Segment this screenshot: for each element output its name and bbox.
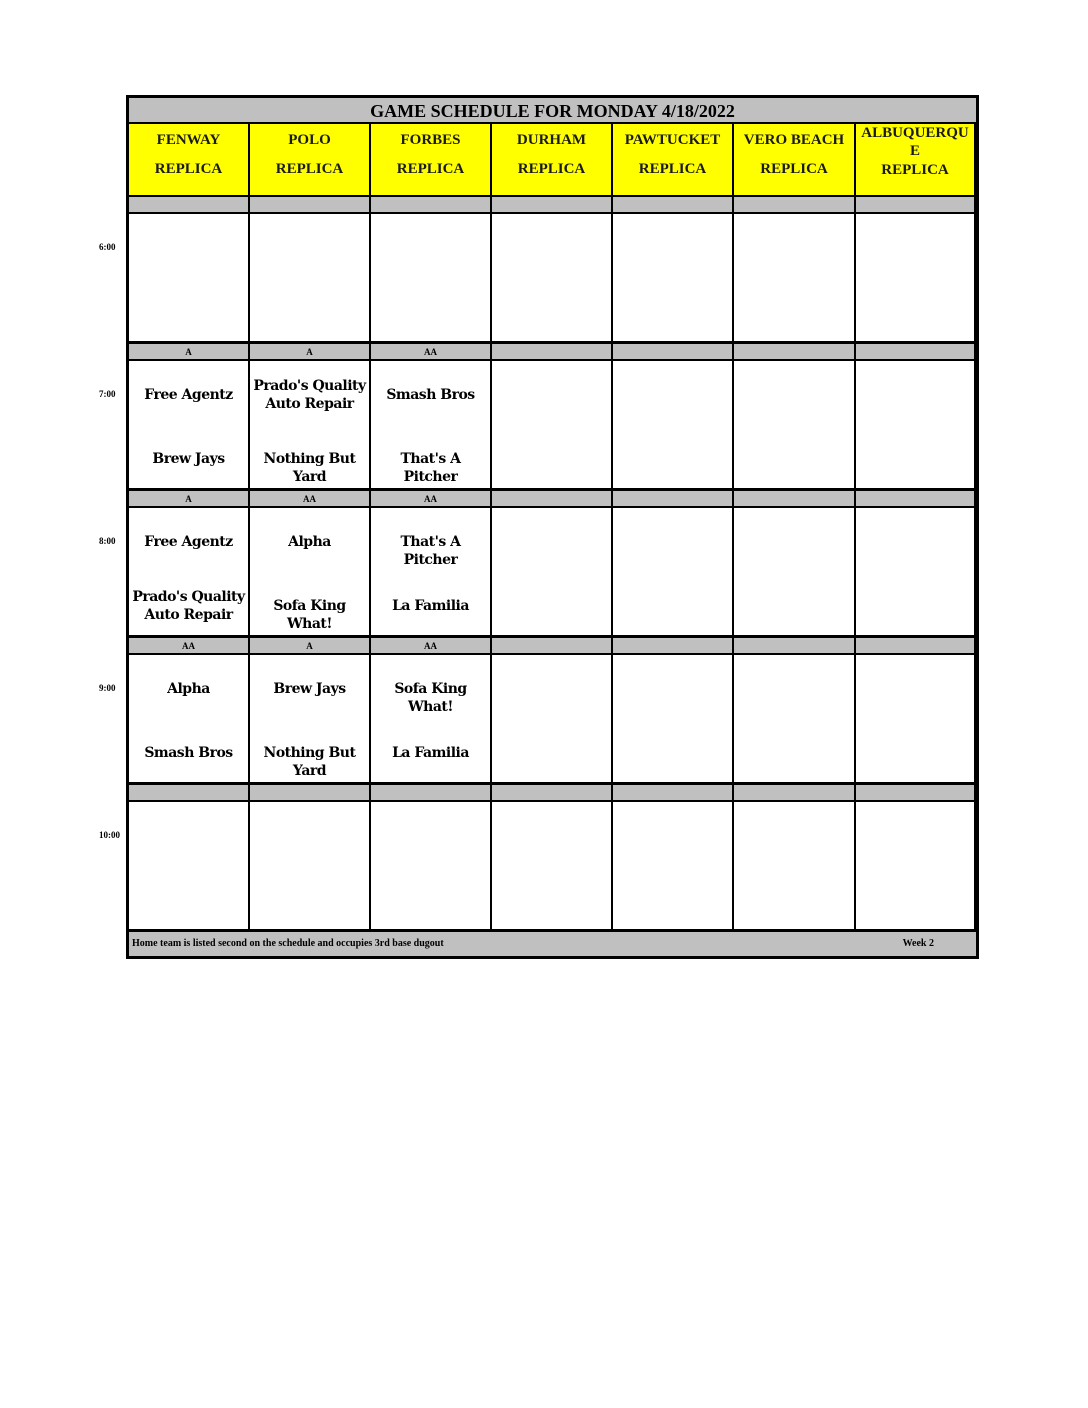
away-team: Free Agentz bbox=[144, 534, 233, 550]
game-cell bbox=[734, 214, 856, 344]
division-cell bbox=[492, 638, 613, 655]
division-cell bbox=[613, 491, 734, 508]
division-cell bbox=[129, 785, 250, 802]
division-cell bbox=[613, 344, 734, 361]
field-name: VERO BEACH bbox=[743, 132, 845, 148]
away-team: Alpha bbox=[288, 534, 331, 550]
game-cell bbox=[371, 214, 492, 344]
game-cell bbox=[129, 802, 250, 931]
division-cell: AA bbox=[371, 344, 492, 361]
division-cell: AA bbox=[250, 491, 371, 508]
game-cell bbox=[492, 214, 613, 344]
division-cell bbox=[129, 197, 250, 214]
field-header-fenway bbox=[129, 124, 250, 197]
game-cell bbox=[492, 802, 613, 931]
division-cell bbox=[492, 785, 613, 802]
game-cell bbox=[492, 508, 613, 638]
game-cell bbox=[734, 655, 856, 785]
division-cell: A bbox=[129, 344, 250, 361]
away-team: Brew Jays bbox=[273, 681, 346, 697]
away-team: Free Agentz bbox=[144, 387, 233, 403]
game-cell bbox=[250, 361, 371, 491]
field-subtitle: REPLICA bbox=[760, 161, 828, 177]
field-header-albuquerqu-e bbox=[856, 124, 976, 197]
division-cell bbox=[856, 785, 976, 802]
division-cell bbox=[734, 197, 856, 214]
game-cell bbox=[613, 655, 734, 785]
game-cell bbox=[371, 361, 492, 491]
division-cell bbox=[734, 638, 856, 655]
game-cell bbox=[371, 655, 492, 785]
game-cell bbox=[613, 802, 734, 931]
home-team: Brew Jays bbox=[152, 451, 225, 467]
away-team: Alpha bbox=[167, 681, 210, 697]
game-cell bbox=[492, 655, 613, 785]
time-label: 9:00 bbox=[99, 683, 116, 693]
field-header-pawtucket bbox=[613, 124, 734, 197]
game-cell bbox=[856, 802, 976, 931]
game-cell bbox=[250, 508, 371, 638]
game-cell bbox=[613, 361, 734, 491]
game-cell bbox=[250, 214, 371, 344]
division-cell bbox=[856, 638, 976, 655]
field-name: POLO bbox=[288, 132, 331, 148]
division-cell bbox=[371, 785, 492, 802]
time-label: 7:00 bbox=[99, 389, 116, 399]
schedule-table bbox=[126, 95, 979, 959]
field-header-durham bbox=[492, 124, 613, 197]
time-label: 10:00 bbox=[99, 830, 120, 840]
footer-note: Home team is listed second on the schedule and occupies 3rd base dugout bbox=[132, 938, 444, 949]
game-cell bbox=[734, 508, 856, 638]
division-cell bbox=[492, 197, 613, 214]
division-cell bbox=[734, 491, 856, 508]
division-cell bbox=[492, 344, 613, 361]
division-cell bbox=[371, 197, 492, 214]
game-cell bbox=[371, 802, 492, 931]
game-cell bbox=[856, 214, 976, 344]
division-cell bbox=[613, 785, 734, 802]
field-name: ALBUQUERQU E bbox=[861, 125, 969, 159]
game-cell bbox=[613, 508, 734, 638]
field-subtitle: REPLICA bbox=[154, 161, 223, 177]
division-cell: A bbox=[250, 344, 371, 361]
field-header-vero-beach bbox=[734, 124, 856, 197]
division-cell: AA bbox=[371, 491, 492, 508]
division-cell bbox=[613, 197, 734, 214]
game-cell bbox=[129, 655, 250, 785]
schedule-title: GAME SCHEDULE FOR MONDAY 4/18/2022 bbox=[129, 98, 976, 124]
home-team: Sofa King What! bbox=[273, 598, 346, 632]
away-team: Prado's Quality Auto Repair bbox=[253, 378, 366, 412]
field-name: PAWTUCKET bbox=[624, 132, 721, 148]
away-team: That's A Pitcher bbox=[400, 534, 461, 568]
division-cell bbox=[856, 197, 976, 214]
field-name: FENWAY bbox=[156, 132, 221, 148]
game-cell bbox=[129, 214, 250, 344]
division-cell: AA bbox=[129, 638, 250, 655]
game-cell bbox=[613, 214, 734, 344]
game-cell bbox=[734, 802, 856, 931]
division-cell bbox=[492, 491, 613, 508]
division-cell: A bbox=[129, 491, 250, 508]
division-cell: AA bbox=[371, 638, 492, 655]
game-cell bbox=[856, 655, 976, 785]
field-name: FORBES bbox=[400, 132, 461, 148]
game-cell bbox=[734, 361, 856, 491]
schedule-footer bbox=[129, 932, 976, 956]
game-cell bbox=[492, 361, 613, 491]
home-team: La Familia bbox=[392, 745, 469, 761]
field-subtitle: REPLICA bbox=[396, 161, 465, 177]
field-name: DURHAM bbox=[516, 132, 587, 148]
division-cell bbox=[734, 785, 856, 802]
division-cell bbox=[250, 785, 371, 802]
division-cell bbox=[856, 344, 976, 361]
away-team: Sofa King What! bbox=[394, 681, 467, 715]
division-cell bbox=[734, 344, 856, 361]
game-cell bbox=[250, 655, 371, 785]
away-team: Smash Bros bbox=[386, 387, 475, 403]
home-team: Prado's Quality Auto Repair bbox=[132, 589, 245, 623]
home-team: That's A Pitcher bbox=[400, 451, 461, 485]
game-cell bbox=[856, 508, 976, 638]
division-cell bbox=[856, 491, 976, 508]
field-header-forbes bbox=[371, 124, 492, 197]
game-cell bbox=[856, 361, 976, 491]
division-cell bbox=[250, 197, 371, 214]
time-label: 6:00 bbox=[99, 242, 116, 252]
time-label: 8:00 bbox=[99, 536, 116, 546]
home-team: Smash Bros bbox=[144, 745, 233, 761]
game-cell bbox=[250, 802, 371, 931]
field-subtitle: REPLICA bbox=[517, 161, 586, 177]
home-team: La Familia bbox=[392, 598, 469, 614]
field-subtitle: REPLICA bbox=[275, 161, 344, 177]
field-header-polo bbox=[250, 124, 371, 197]
game-cell bbox=[129, 508, 250, 638]
game-cell bbox=[129, 361, 250, 491]
division-cell bbox=[613, 638, 734, 655]
division-cell: A bbox=[250, 638, 371, 655]
field-subtitle: REPLICA bbox=[881, 162, 949, 178]
home-team: Nothing But Yard bbox=[263, 451, 356, 485]
field-subtitle: REPLICA bbox=[638, 161, 707, 177]
week-label: Week 2 bbox=[902, 938, 934, 949]
game-cell bbox=[371, 508, 492, 638]
home-team: Nothing But Yard bbox=[263, 745, 356, 779]
